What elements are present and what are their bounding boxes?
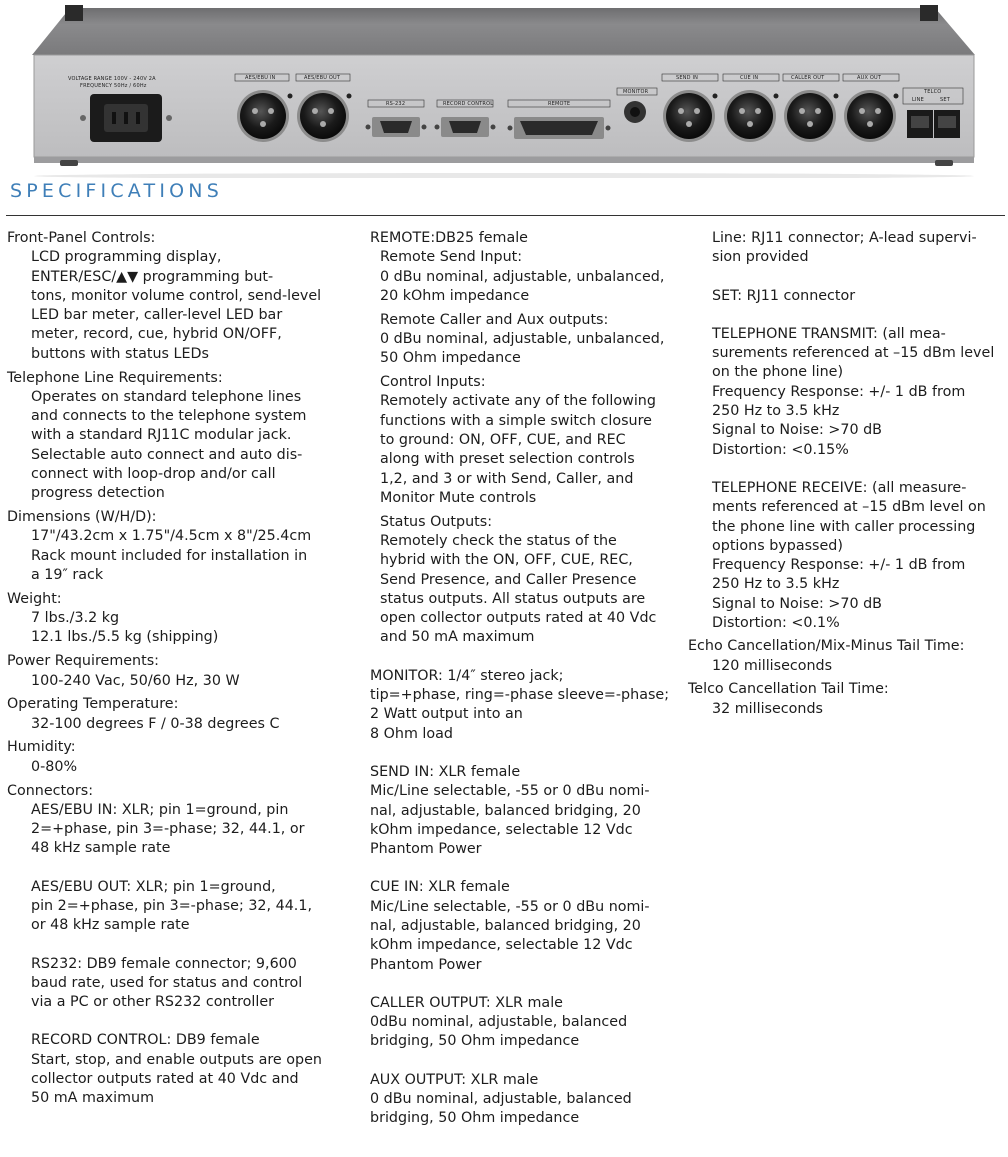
spec-line: kOhm impedance, selectable 12 Vdc (370, 821, 633, 838)
spec-line: surements referenced at –15 dBm level (712, 345, 995, 362)
spec-body (7, 715, 347, 734)
spec-line: Phantom Power (370, 841, 482, 858)
spec-heading: Telco Cancellation Tail Time: (688, 681, 889, 698)
spec-line: 7 lbs./3.2 kg (31, 610, 120, 627)
spec-body (688, 700, 1000, 719)
spec-temperature (7, 695, 347, 734)
spec-line: Distortion: <0.1% (712, 615, 840, 632)
spec-line: on the phone line) (712, 364, 844, 381)
spec-line: Remotely check the status of the (380, 532, 617, 549)
spec-line: 48 kHz sample rate (31, 840, 171, 857)
spec-line: sion provided (712, 249, 809, 266)
power-frequency-label: FREQUENCY 50Hz / 60Hz (80, 83, 147, 89)
spec-heading: Dimensions (W/H/D): (7, 509, 157, 526)
spec-line: nal, adjustable, balanced bridging, 20 (370, 918, 641, 934)
spec-line: 250 Hz to 3.5 kHz (712, 576, 840, 593)
spec-line: SEND IN: XLR female (370, 763, 521, 780)
spec-body (7, 672, 347, 691)
spec-column-1 (7, 229, 347, 1109)
spec-telephone-transmit (712, 325, 1000, 460)
spec-line: AUX OUTPUT: XLR male (370, 1071, 539, 1088)
spec-line: baud rate, used for status and control (31, 974, 303, 991)
spec-line: functions with a simple switch closure (380, 412, 652, 429)
spec-line: tip=+phase, ring=-phase sleeve=-phase; (370, 687, 670, 704)
spec-aes-in (7, 801, 347, 859)
monitor-label: MONITOR (623, 89, 649, 95)
spec-line: LED bar meter, caller-level LED bar (31, 307, 283, 324)
spec-line: TELEPHONE TRANSMIT: (all mea- (712, 325, 946, 342)
spec-line: progress detection (31, 485, 165, 502)
spec-monitor (370, 667, 670, 744)
spec-body (688, 657, 1000, 676)
spec-line: RECORD CONTROL: DB9 female (31, 1032, 260, 1049)
spec-heading: Weight: (7, 590, 62, 607)
spec-caller-output (370, 994, 670, 1052)
aes-in-label: AES/EBU IN (245, 75, 276, 81)
spec-humidity (7, 738, 347, 777)
divider (6, 215, 1005, 216)
spec-body (7, 248, 347, 364)
spec-line: 0 dBu nominal, adjustable, unbalanced, (380, 268, 665, 285)
spec-line: RS232: DB9 female connector; 9,600 (31, 955, 297, 972)
spec-line: Rack mount included for installation in (31, 547, 308, 564)
spec-line: kOhm impedance, selectable 12 Vdc (370, 937, 633, 954)
spec-line: Signal to Noise: >70 dB (712, 595, 882, 612)
spec-column-3 (688, 229, 1000, 724)
spec-line: 32 milliseconds (712, 700, 823, 717)
spec-remote-outputs (380, 311, 670, 369)
spec-status-outputs (380, 513, 670, 648)
spec-line: ments referenced at –15 dBm level on (712, 499, 986, 516)
spec-line: status outputs. All status outputs are (380, 590, 646, 607)
spec-line: 17"/43.2cm x 1.75"/4.5cm x 8"/25.4cm (31, 528, 312, 545)
spec-line: Status Outputs: (380, 513, 493, 530)
spec-body (7, 609, 347, 648)
spec-line: 32-100 degrees F / 0-38 degrees C (31, 715, 280, 732)
spec-line: Signal to Noise: >70 dB (712, 422, 882, 439)
spec-line: 250 Hz to 3.5 kHz (712, 403, 840, 420)
spec-heading: Echo Cancellation/Mix-Minus Tail Time: (688, 638, 965, 655)
record-control-label: RECORD CONTROL (443, 101, 494, 107)
spec-line: connect with loop-drop and/or call (31, 466, 276, 483)
spec-line: 100-240 Vac, 50/60 Hz, 30 W (31, 672, 240, 689)
spec-line: nal, adjustable, balanced bridging, 20 (370, 802, 641, 819)
spec-line: Mic/Line selectable, -55 or 0 dBu nomi- (370, 898, 650, 915)
spec-line: the phone line with caller processing (712, 518, 976, 535)
spec-line: buttons with status LEDs (31, 345, 209, 362)
spec-line: 20 kOhm impedance (380, 287, 530, 304)
spec-line: tons, monitor volume control, send-level (31, 287, 322, 304)
spec-telephone-receive (712, 479, 1000, 633)
spec-line: TELEPHONE RECEIVE: (all measure- (712, 479, 967, 496)
spec-line: 2 Watt output into an (370, 706, 523, 723)
spec-line: LCD programming display, (31, 249, 222, 266)
spec-heading: Power Requirements: (7, 653, 159, 670)
aes-out-label: AES/EBU OUT (304, 75, 341, 81)
spec-line: 2=+phase, pin 3=-phase; 32, 44.1, or (31, 821, 305, 838)
spec-heading: Front-Panel Controls: (7, 230, 156, 246)
spec-cue-in (370, 878, 670, 974)
spec-control-inputs (380, 373, 670, 508)
spec-line: Frequency Response: +/- 1 dB from (712, 557, 966, 574)
spec-aes-out (7, 878, 347, 936)
spec-line: to ground: ON, OFF, CUE, and REC (380, 431, 626, 448)
spec-body (7, 527, 347, 585)
remote-label: REMOTE (548, 101, 571, 107)
spec-telco (688, 229, 1000, 633)
spec-aux-output (370, 1071, 670, 1129)
spec-line: and 50 mA maximum (380, 629, 535, 646)
spec-echo-tail (688, 637, 1000, 676)
spec-line: options bypassed) (712, 537, 843, 554)
spec-line: ENTER/ESC/▲▼ programming but- (31, 268, 274, 285)
spec-line: CALLER OUTPUT: XLR male (370, 994, 563, 1011)
set-label: SET (940, 97, 950, 103)
spec-heading: REMOTE:DB25 female (370, 230, 528, 246)
spec-record-control (7, 1031, 347, 1108)
spec-line: Remotely activate any of the following (380, 393, 656, 410)
spec-body (7, 388, 347, 504)
telco-label: TELCO (924, 89, 942, 95)
spec-line: MONITOR: 1/4″ stereo jack; (370, 667, 564, 684)
spec-line: SET: RJ11 connector (712, 287, 856, 304)
spec-send-in (370, 763, 670, 859)
spec-line: 120 milliseconds (712, 657, 833, 674)
spec-telephone-line (7, 369, 347, 504)
cue-in-label: CUE IN (740, 75, 759, 81)
rs232-label: RS-232 (386, 101, 406, 107)
spec-line: Mic/Line selectable, -55 or 0 dBu nomi- (370, 783, 650, 800)
spec-remote-send (380, 248, 670, 306)
spec-line: open collector outputs rated at 40 Vdc (380, 610, 657, 627)
spec-line: bridging, 50 Ohm impedance (370, 1033, 580, 1050)
spec-remote (370, 248, 670, 647)
spec-line: 1,2, and 3 or with Send, Caller, and (380, 470, 634, 487)
line-label: LINE (912, 97, 924, 103)
rear-panel-photo (0, 0, 1008, 178)
spec-line: Remote Send Input: (380, 249, 523, 266)
spec-line: a 19″ rack (31, 567, 104, 584)
spec-line: AES/EBU OUT: XLR; pin 1=ground, (31, 878, 276, 895)
spec-heading: Humidity: (7, 739, 76, 756)
spec-line: and connects to the telephone system (31, 408, 307, 425)
spec-telco-set (712, 287, 1000, 306)
spec-telco-line (712, 229, 1000, 268)
send-in-label: SEND IN (676, 75, 699, 81)
spec-line: bridging, 50 Ohm impedance (370, 1110, 580, 1127)
spec-connectors (7, 782, 347, 1109)
spec-line: collector outputs rated at 40 Vdc and (31, 1071, 299, 1088)
spec-heading: Telephone Line Requirements: (7, 369, 223, 386)
spec-line: Frequency Response: +/- 1 dB from (712, 383, 966, 400)
caller-out-label: CALLER OUT (791, 75, 825, 81)
spec-line: 8 Ohm load (370, 725, 453, 742)
spec-line: Control Inputs: (380, 374, 486, 391)
rear-panel-illustration (0, 0, 1008, 178)
spec-line: with a standard RJ11C modular jack. (31, 427, 292, 444)
spec-line: Monitor Mute controls (380, 489, 537, 506)
spec-line: via a PC or other RS232 controller (31, 994, 275, 1011)
spec-line: Distortion: <0.15% (712, 441, 849, 458)
spec-telco-tail (688, 680, 1000, 719)
spec-line: meter, record, cue, hybrid ON/OFF, (31, 326, 282, 343)
page-title: SPECIFICATIONS (10, 180, 223, 202)
spec-line: 0-80% (31, 758, 78, 775)
spec-line: hybrid with the ON, OFF, CUE, REC, (380, 552, 633, 569)
spec-dimensions (7, 508, 347, 585)
spec-line: AES/EBU IN: XLR; pin 1=ground, pin (31, 801, 289, 818)
spec-heading: Operating Temperature: (7, 696, 179, 713)
spec-line: pin 2=+phase, pin 3=-phase; 32, 44.1, (31, 898, 312, 914)
spec-line: 0dBu nominal, adjustable, balanced (370, 1014, 628, 1031)
spec-line: 50 Ohm impedance (380, 350, 521, 367)
spec-line: 12.1 lbs./5.5 kg (shipping) (31, 629, 219, 646)
spec-line: Remote Caller and Aux outputs: (380, 311, 609, 328)
spec-line: or 48 kHz sample rate (31, 917, 190, 934)
spec-line: Selectable auto connect and auto dis- (31, 446, 303, 463)
spec-line: Send Presence, and Caller Presence (380, 571, 637, 588)
spec-weight (7, 590, 347, 648)
spec-heading: Connectors: (7, 782, 94, 799)
spec-line: CUE IN: XLR female (370, 879, 510, 896)
spec-column-2 (370, 229, 670, 1129)
spec-body (7, 758, 347, 777)
spec-line: Phantom Power (370, 956, 482, 973)
aux-out-label: AUX OUT (857, 75, 882, 81)
spec-line: Line: RJ11 connector; A-lead supervi- (712, 230, 977, 246)
spec-line: Operates on standard telephone lines (31, 388, 302, 405)
spec-power (7, 652, 347, 691)
power-voltage-label: VOLTAGE RANGE 100V - 240V 2A (68, 76, 156, 82)
spec-line: 50 mA maximum (31, 1090, 155, 1107)
spec-front-panel (7, 229, 347, 364)
spec-line: 0 dBu nominal, adjustable, balanced (370, 1091, 632, 1108)
spec-line: Start, stop, and enable outputs are open (31, 1051, 322, 1068)
spec-line: along with preset selection controls (380, 451, 635, 468)
spec-line: 0 dBu nominal, adjustable, unbalanced, (380, 330, 665, 347)
spec-rs232 (7, 955, 347, 1013)
